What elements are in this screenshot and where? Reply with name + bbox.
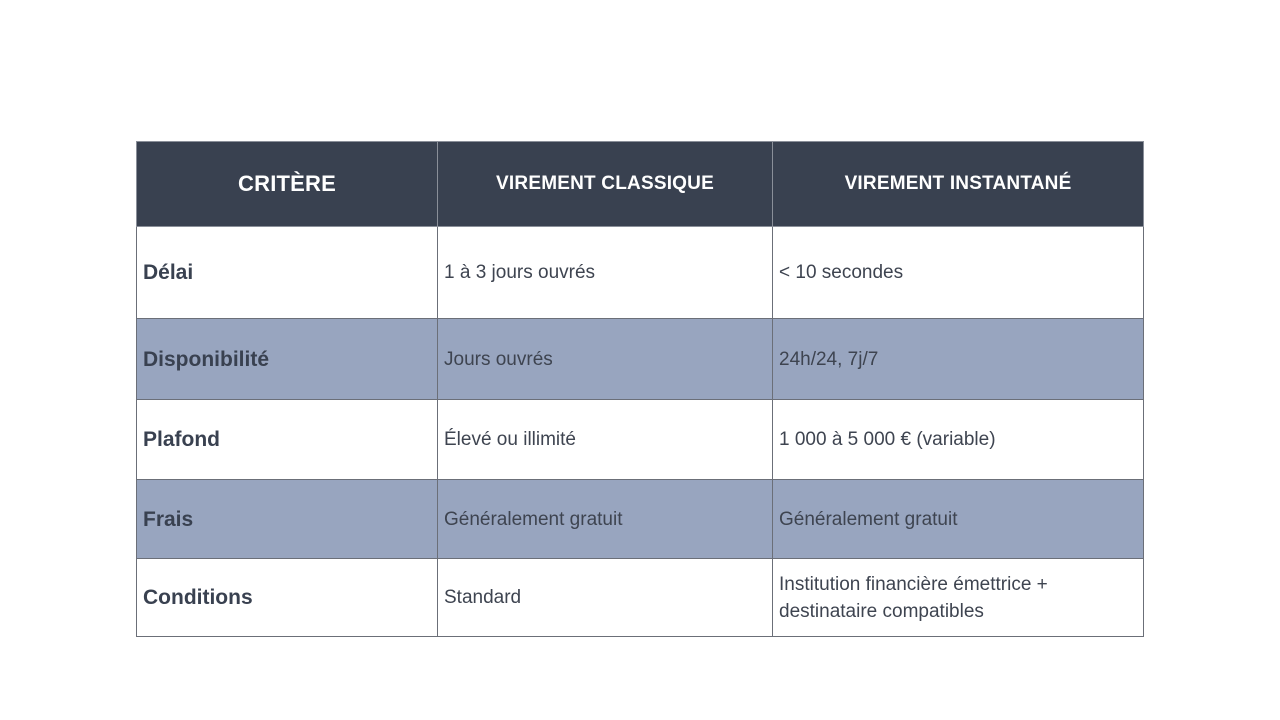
table-row [137,400,1144,480]
header-classic-transfer: VIREMENT CLASSIQUE [438,142,773,227]
row-criterion: Conditions [137,559,438,637]
row-criterion: Plafond [137,400,438,480]
table-row [137,227,1144,319]
row-criterion: Disponibilité [137,319,438,400]
table-row [137,319,1144,400]
row-classic-value: Élevé ou illimité [438,400,773,480]
header-row [137,142,1144,227]
header-instant-transfer: VIREMENT INSTANTANÉ [773,142,1144,227]
row-classic-value: 1 à 3 jours ouvrés [438,227,773,319]
row-instant-value: Institution financière émettrice + destinataire compatibles [773,559,1144,637]
row-criterion: Frais [137,480,438,559]
comparison-table-container [136,141,1143,637]
comparison-table [136,141,1144,637]
table-header [137,142,1144,227]
row-instant-value: 1 000 à 5 000 € (variable) [773,400,1144,480]
row-criterion: Délai [137,227,438,319]
row-classic-value: Jours ouvrés [438,319,773,400]
table-body [137,227,1144,637]
row-instant-value: < 10 secondes [773,227,1144,319]
header-criterion: CRITÈRE [137,142,438,227]
table-row [137,559,1144,637]
row-instant-value: 24h/24, 7j/7 [773,319,1144,400]
row-instant-value: Généralement gratuit [773,480,1144,559]
row-classic-value: Généralement gratuit [438,480,773,559]
row-classic-value: Standard [438,559,773,637]
table-row [137,480,1144,559]
